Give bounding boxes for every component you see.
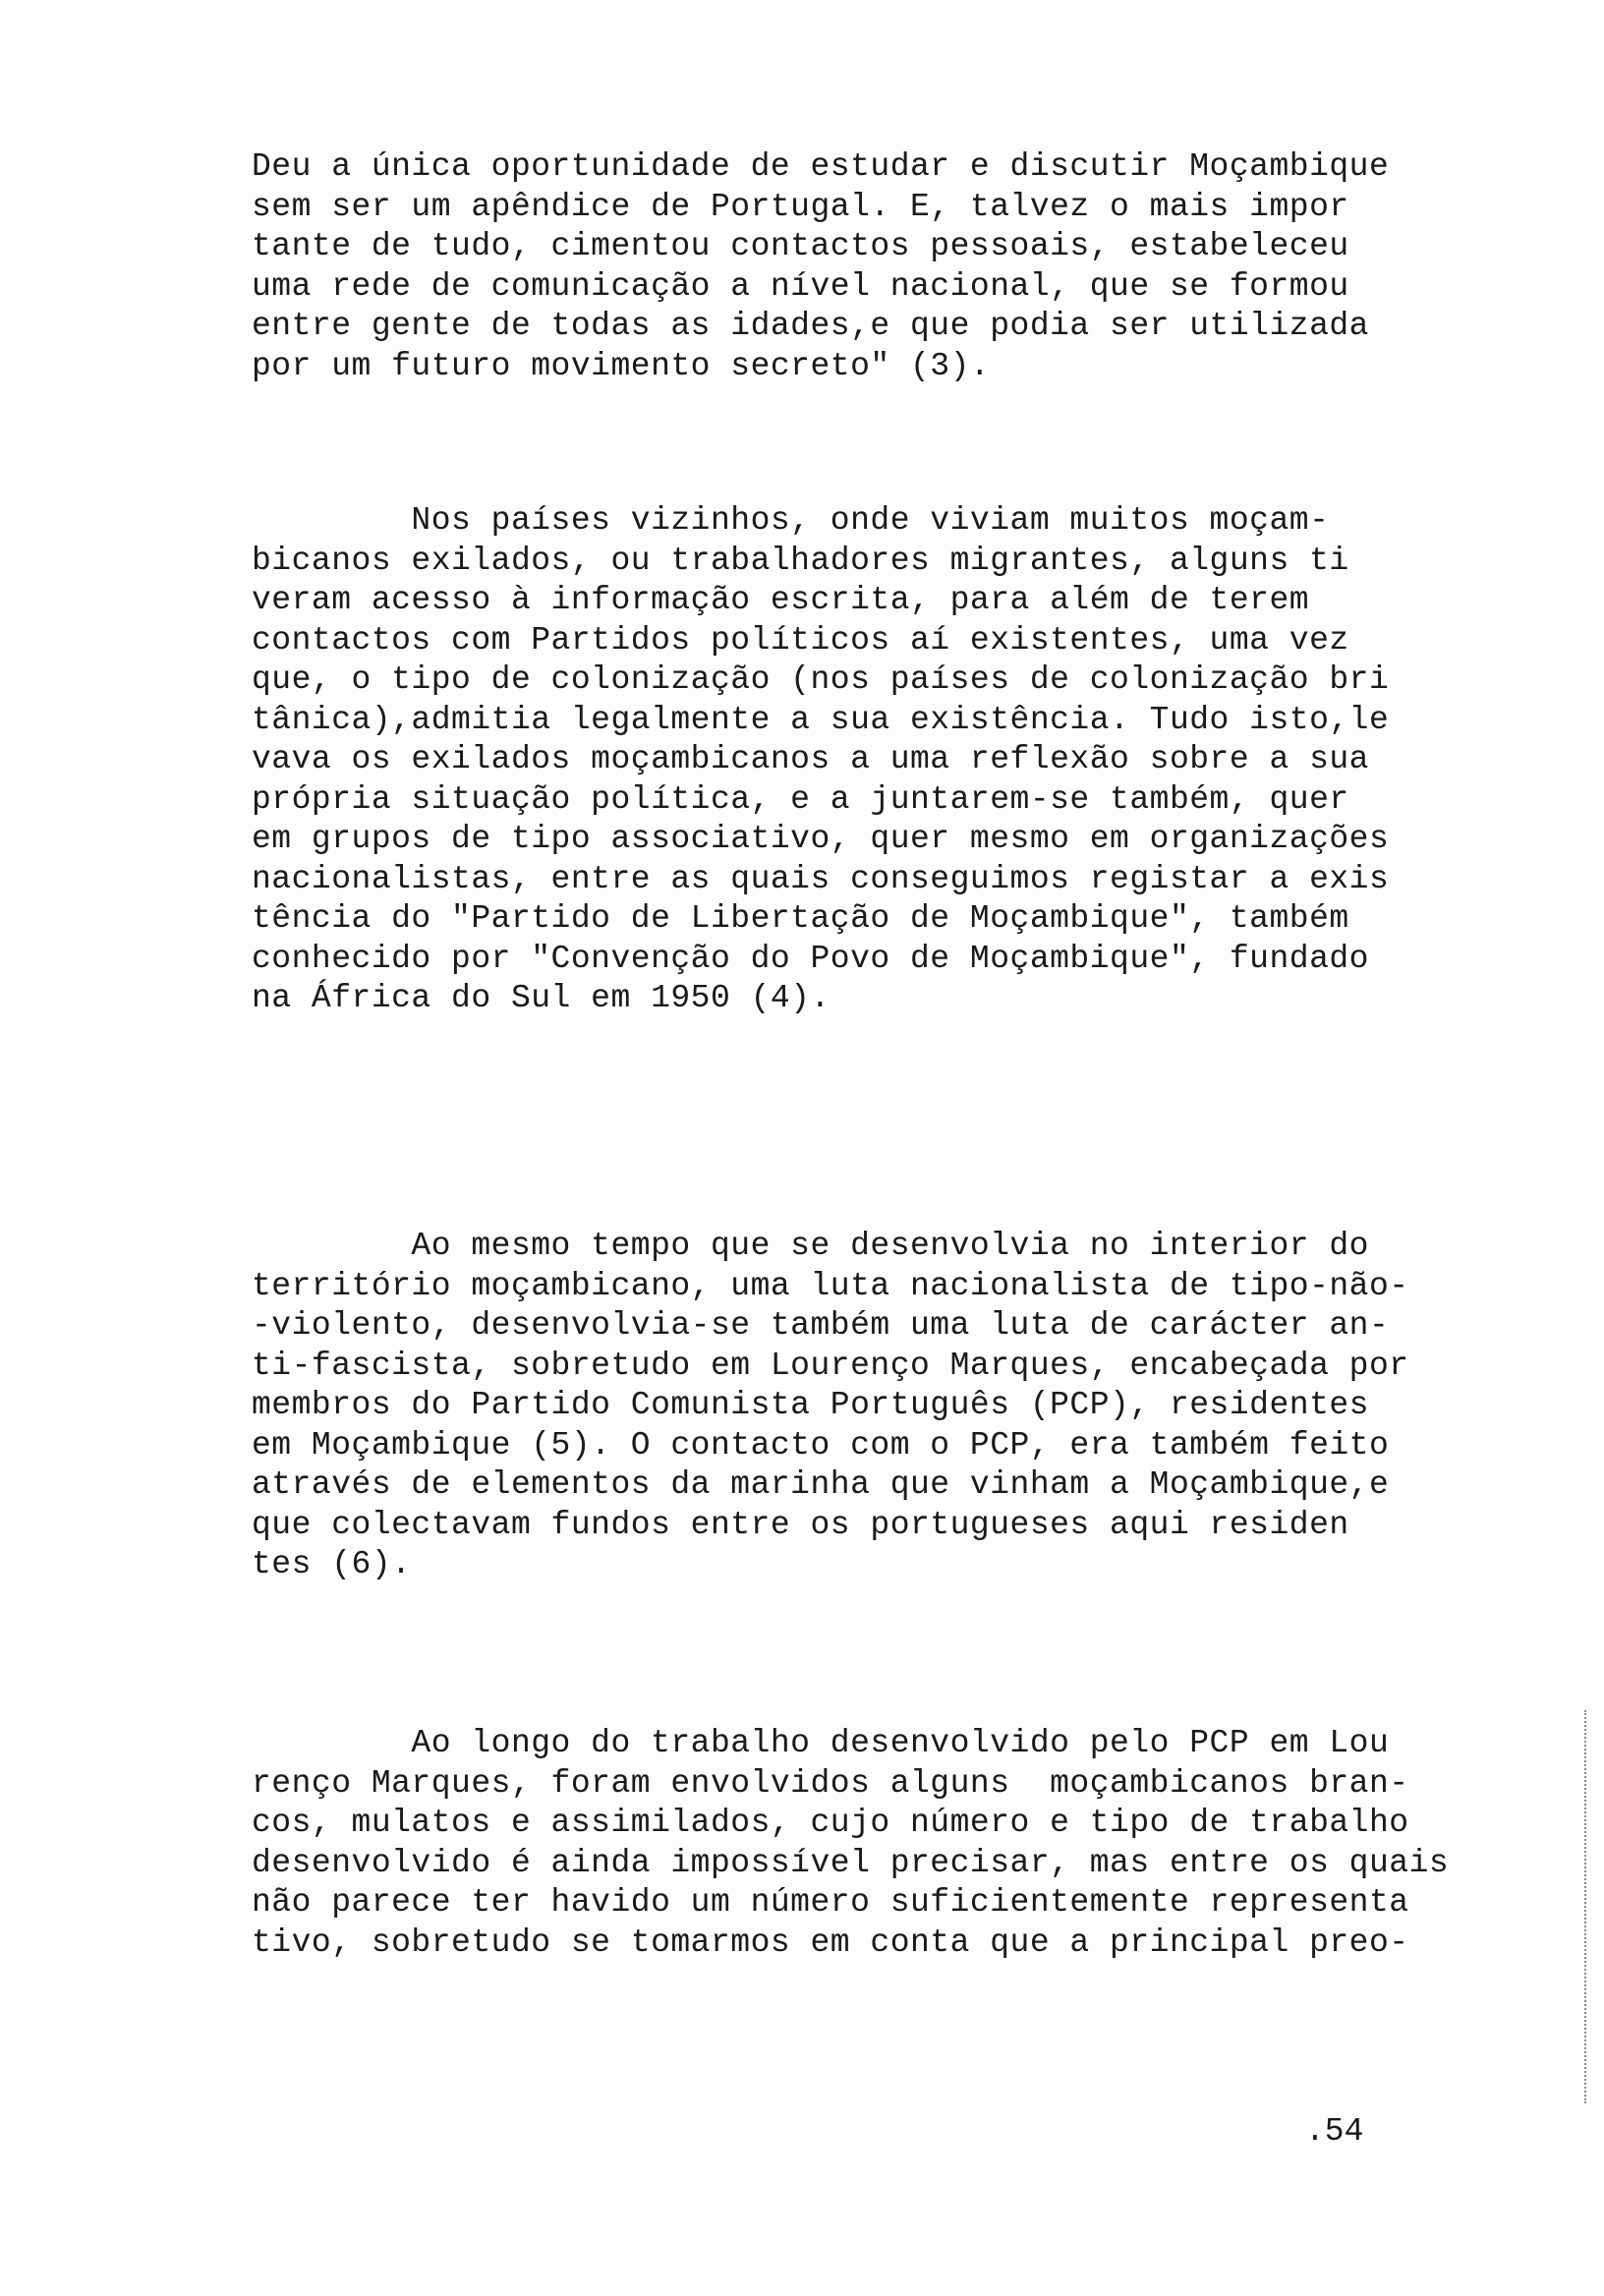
text-line: Deu a única oportunidade de estudar e discutir Moçambique: [252, 148, 1390, 185]
text-line: tência do "Partido de Libertação de Moçambique", também: [252, 900, 1349, 937]
text-line: em grupos de tipo associativo, quer mesmo em organizações: [252, 821, 1390, 857]
text-line: própria situação política, e a juntarem-se também, quer: [252, 780, 1349, 818]
text-line: Nos países vizinhos, onde viviam muitos moçam-: [252, 502, 1330, 539]
text-line: através de elementos da marinha que vinham a Moçambique,e: [252, 1466, 1390, 1503]
text-line: não parece ter havido um número suficientemente representa: [252, 1884, 1409, 1921]
text-line: -violento, desenvolvia-se também uma luta de carácter an-: [252, 1307, 1390, 1344]
text-line: cos, mulatos e assimilados, cujo número e tipo de trabalho: [252, 1805, 1409, 1841]
text-line: tivo, sobretudo se tomarmos em conta que a principal preo-: [252, 1923, 1409, 1961]
text-line: tânica),admitia legalmente a sua existência. Tudo isto,le: [252, 701, 1390, 738]
text-line: na África do Sul em 1950 (4).: [252, 980, 831, 1016]
text-line: território moçambicano, uma luta nacionalista de tipo-não-: [252, 1267, 1409, 1304]
text-line: uma rede de comunicação a nível nacional, que se formou: [252, 267, 1349, 305]
text-line: desenvolvido é ainda impossível precisar, mas entre os quais: [252, 1844, 1450, 1881]
margin-mark: [1584, 1710, 1588, 2103]
text-line: em Moçambique (5). O contacto com o PCP, era também feito: [252, 1426, 1390, 1464]
text-line: bicanos exilados, ou trabalhadores migrantes, alguns ti: [252, 542, 1349, 579]
text-line: que colectavam fundos entre os portugueses aqui residen: [252, 1506, 1349, 1543]
text-line: Ao mesmo tempo que se desenvolvia no interior do: [252, 1228, 1369, 1264]
text-line: ti-fascista, sobretudo em Lourenço Marques, encabeçada por: [252, 1347, 1409, 1384]
text-line: conhecido por "Convenção do Povo de Moçambique", fundado: [252, 940, 1369, 977]
text-line: vava os exilados moçambicanos a uma reflexão sobre a sua: [252, 741, 1369, 777]
page-number: .54: [1305, 2113, 1364, 2150]
text-line: entre gente de todas as idades,e que podia ser utilizada: [252, 308, 1369, 344]
text-line: tes (6).: [252, 1546, 412, 1582]
text-line: renço Marques, foram envolvidos alguns moçambicanos bran-: [252, 1764, 1409, 1802]
text-line: sem ser um apêndice de Portugal. E, talvez o mais impor: [252, 188, 1349, 225]
text-line: tante de tudo, cimentou contactos pessoais, estabeleceu: [252, 228, 1349, 264]
text-line: membros do Partido Comunista Português (PCP), residentes: [252, 1387, 1369, 1423]
text-line: nacionalistas, entre as quais conseguimos registar a exis: [252, 860, 1390, 897]
text-line: por um futuro movimento secreto" (3).: [252, 347, 991, 384]
text-line: Ao longo do trabalho desenvolvido pelo PCP em Lou: [252, 1725, 1390, 1761]
text-line: veram acesso à informação escrita, para além de terem: [252, 582, 1310, 618]
text-line: contactos com Partidos políticos aí existentes, uma vez: [252, 621, 1349, 659]
text-line: que, o tipo de colonização (nos países de colonização bri: [252, 661, 1390, 698]
